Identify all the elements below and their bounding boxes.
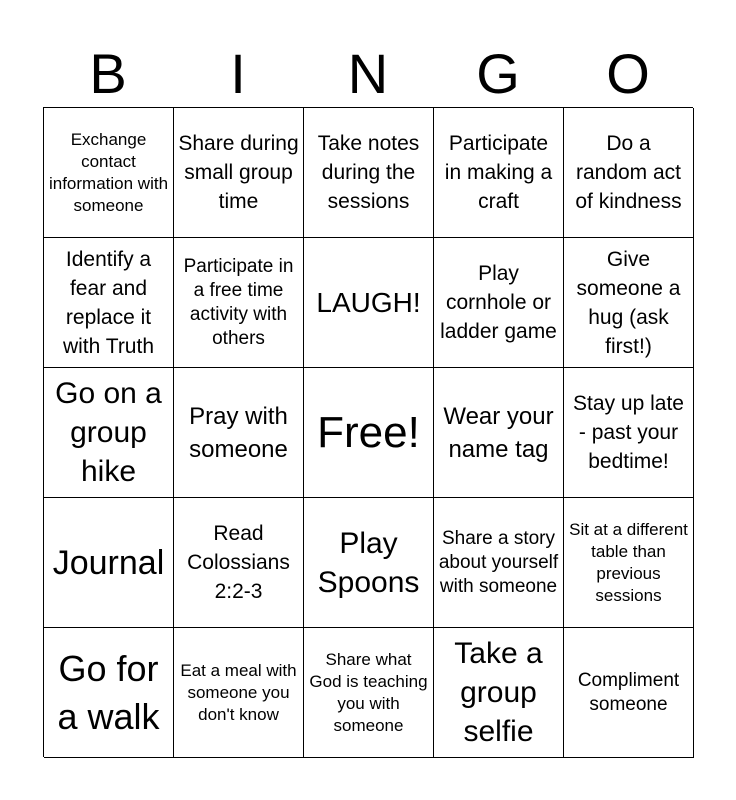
cell-text: Share what God is teaching you with someone bbox=[309, 649, 428, 735]
cell-text: Share a story about yourself with someone bbox=[438, 527, 559, 597]
bingo-cell[interactable] bbox=[564, 238, 694, 368]
cell-text: LAUGH! bbox=[316, 286, 421, 318]
cell-text: Participate in making a craft bbox=[444, 132, 553, 213]
cell-text: Take a group selfie bbox=[454, 637, 543, 748]
cell-text: Pray with someone bbox=[189, 402, 288, 463]
bingo-cell[interactable] bbox=[564, 108, 694, 238]
bingo-cell[interactable] bbox=[304, 108, 434, 238]
bingo-cell[interactable] bbox=[434, 238, 564, 368]
cell-text: Go for a walk bbox=[57, 647, 160, 737]
cell-text: Share during small group time bbox=[178, 132, 299, 213]
cell-text: Play cornhole or ladder game bbox=[440, 262, 557, 343]
bingo-cell[interactable] bbox=[174, 108, 304, 238]
bingo-cell[interactable] bbox=[174, 628, 304, 758]
cell-text: Read Colossians 2:2-3 bbox=[187, 522, 290, 603]
bingo-header bbox=[43, 40, 693, 108]
bingo-cell[interactable] bbox=[564, 498, 694, 628]
bingo-cell[interactable] bbox=[174, 498, 304, 628]
bingo-cell[interactable] bbox=[564, 368, 694, 498]
cell-text: Free! bbox=[317, 407, 420, 457]
bingo-cell[interactable] bbox=[434, 498, 564, 628]
cell-text: Participate in a free time activity with others bbox=[183, 255, 294, 349]
cell-text: Do a random act of kindness bbox=[575, 132, 682, 213]
cell-text: Take notes during the sessions bbox=[317, 132, 420, 213]
bingo-cell[interactable] bbox=[44, 498, 174, 628]
bingo-cell[interactable] bbox=[174, 368, 304, 498]
cell-text: Stay up late - past your bedtime! bbox=[573, 392, 684, 473]
cell-text: Identify a fear and replace it with Truth bbox=[62, 247, 155, 358]
bingo-cell[interactable] bbox=[174, 238, 304, 368]
bingo-cell[interactable] bbox=[304, 238, 434, 368]
bingo-grid bbox=[43, 107, 693, 757]
cell-text: Go on a group hike bbox=[55, 377, 162, 488]
cell-text: Compliment someone bbox=[577, 669, 680, 715]
header-letter-n: N bbox=[347, 42, 389, 105]
bingo-cell[interactable] bbox=[434, 108, 564, 238]
bingo-cell[interactable] bbox=[44, 238, 174, 368]
bingo-cell[interactable] bbox=[44, 368, 174, 498]
cell-text: Play Spoons bbox=[317, 526, 420, 599]
bingo-cell[interactable] bbox=[44, 628, 174, 758]
cell-text: Sit at a different table than previous sessions bbox=[569, 519, 688, 605]
header-letter-g: G bbox=[476, 42, 520, 105]
cell-text: Journal bbox=[52, 543, 165, 582]
cell-text: Give someone a hug (ask first!) bbox=[576, 247, 681, 358]
bingo-cell[interactable] bbox=[304, 628, 434, 758]
cell-text: Wear your name tag bbox=[443, 402, 554, 463]
cell-text: Eat a meal with someone you don't know bbox=[180, 660, 297, 724]
header-letter-i: I bbox=[230, 42, 246, 105]
header-letter-o: O bbox=[606, 42, 650, 105]
bingo-cell[interactable] bbox=[564, 628, 694, 758]
bingo-cell[interactable] bbox=[434, 368, 564, 498]
bingo-cell[interactable] bbox=[434, 628, 564, 758]
header-letter-b: B bbox=[89, 42, 127, 105]
cell-text: Exchange contact information with someone bbox=[48, 129, 169, 215]
free-space-cell[interactable] bbox=[304, 368, 434, 498]
bingo-cell[interactable] bbox=[44, 108, 174, 238]
bingo-cell[interactable] bbox=[304, 498, 434, 628]
